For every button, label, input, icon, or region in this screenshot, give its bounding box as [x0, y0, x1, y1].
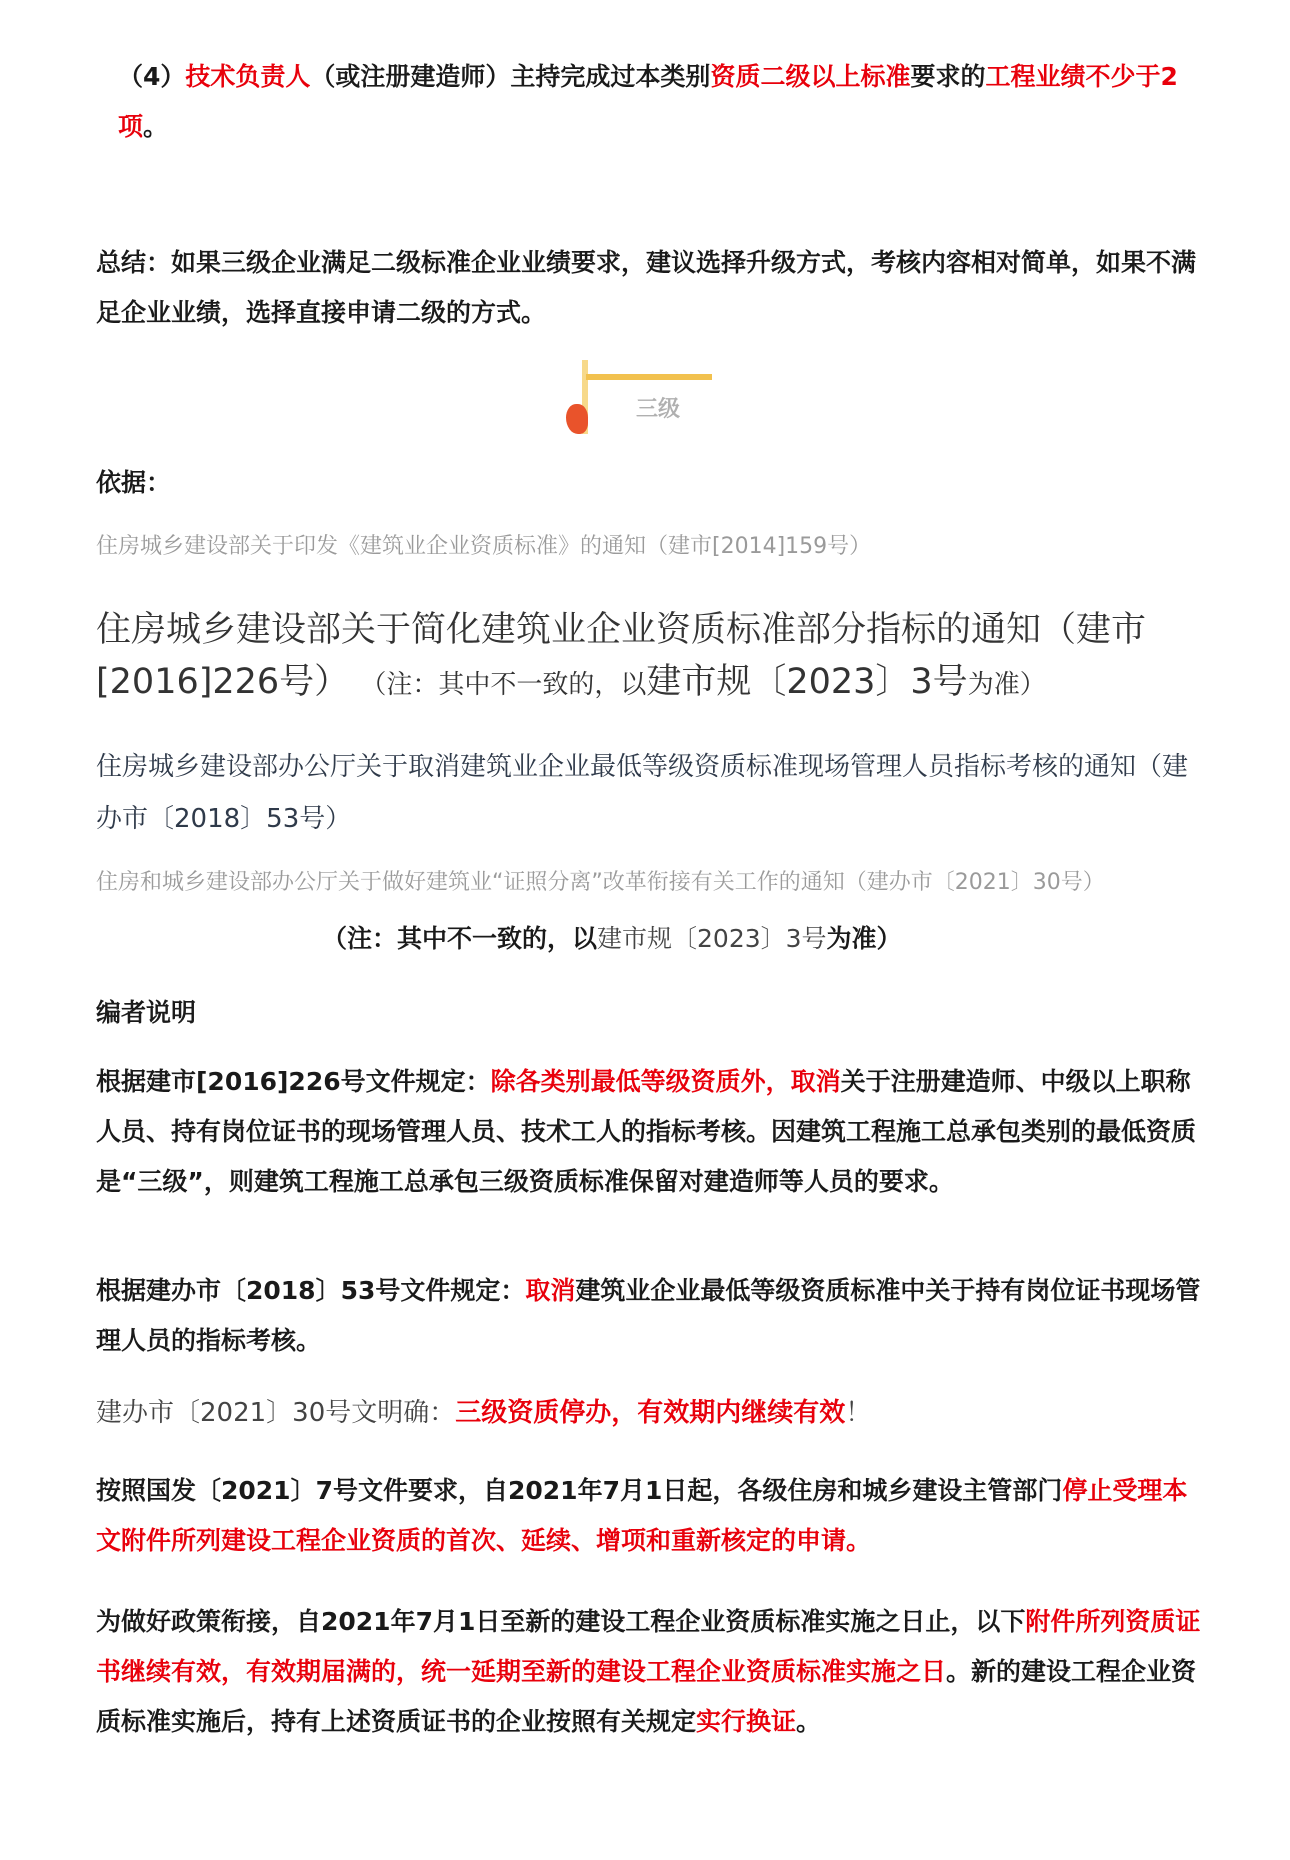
para5-d: 实行换证: [696, 1707, 797, 1736]
para1-c: 关于注册建造师、中级以上职称人员、持有岗位证书的现场管理人员、技术工人的指标考核。因建筑工程施工总承包类别的最低资质是“三级”，则建筑工程施工总承包三级资质标准保留对建造师等人员的要求。: [96, 1067, 1197, 1196]
note-2023-b: 建市规〔2023〕3号: [597, 924, 827, 953]
para2-a: 根据建办市〔2018〕53号文件规定：: [96, 1276, 526, 1305]
editor-paragraph-2021: [96, 1388, 1206, 1438]
project-record-text: 工程业绩不少于2项: [118, 62, 1178, 141]
editor-paragraph-2016: [96, 1057, 1206, 1207]
note-2023-a: （注：其中不一致的，以: [322, 924, 598, 953]
editor-paragraph-2018: [96, 1266, 1206, 1366]
faded-link-2021[interactable]: 住房和城乡建设部办公厅关于做好建筑业“证照分离”改革衔接有关工作的通知（建办市〔2021〕30号）: [96, 870, 1105, 895]
para1-b: 除各类别最低等级资质外，取消: [490, 1067, 841, 1096]
level-three-image: [566, 360, 746, 440]
para4-a: 按照国发〔2021〕7号文件要求，: [96, 1476, 483, 1505]
logo-label: 三级: [636, 397, 681, 422]
notice-title-2016-note-c: 为准）: [967, 670, 1046, 700]
item-4-paragraph: [118, 52, 1208, 152]
faded-link-2014[interactable]: 住房城乡建设部关于印发《建筑业企业资质标准》的通知（建市[2014]159号）: [96, 534, 872, 559]
item-4-required: 要求的: [910, 62, 986, 91]
tech-lead-text: 技术负责人: [185, 62, 311, 91]
para3-c: ！: [845, 1398, 872, 1428]
para5-e: 。: [796, 1707, 822, 1736]
note-2023-c: 为准）: [826, 924, 902, 953]
para2-c: 建筑业企业最低等级资质标准中关于持有岗位证书现场管理人员的指标考核。: [96, 1276, 1201, 1355]
para4-c: ，各级住房和城乡建设主管部门: [712, 1476, 1063, 1505]
item-4-end: 。: [143, 112, 169, 141]
notice-title-2016-main[interactable]: 住房城乡建设部关于简化建筑业企业资质标准部分指标的通知（建市[2016]226号）: [96, 610, 1147, 702]
notice-title-2016[interactable]: [96, 604, 1206, 711]
para4-b: 自2021年7月1日起: [482, 1476, 713, 1505]
notice-title-2016-note-a: （注：其中不一致的，以: [360, 670, 647, 700]
para5-a: 为做好政策衔接，自2021年7月1日至新的建设工程企业资质标准实施之日止，以下: [96, 1607, 1026, 1636]
para4-d: 停止受理本文附件所列建设工程企业资质的首次、延续、增项和重新核定的申请。: [96, 1476, 1188, 1555]
item-4-prefix: （4）: [118, 62, 186, 91]
notice-title-2016-note-b: 建市规〔2023〕3号: [646, 662, 968, 702]
editor-paragraph-transition: [96, 1597, 1206, 1747]
note-2023-standard: [322, 914, 1022, 964]
para5-c: 。新的建设工程企业资质标准实施后，持有上述资质证书的企业按照有关规定: [96, 1657, 1197, 1736]
para3-b: 三级资质停办，有效期内继续有效: [455, 1398, 846, 1428]
summary-paragraph: 总结：如果三级企业满足二级标准企业业绩要求，建议选择升级方式，考核内容相对简单，如果不满足企业业绩，选择直接申请二级的方式。: [96, 248, 1197, 327]
item-4-middle: （或注册建造师）主持完成过本类别: [310, 62, 711, 91]
logo-flame-icon: [566, 404, 588, 434]
logo-horizontal-bar: [586, 374, 712, 380]
editor-note-heading: 编者说明: [96, 998, 197, 1027]
para2-b: 取消: [525, 1276, 576, 1305]
para3-a: 建办市〔2021〕30号文明确：: [96, 1398, 456, 1428]
para1-a: 根据建市[2016]226号文件规定：: [96, 1067, 491, 1096]
para5-b: 附件所列资质证书继续有效，有效期届满的，统一延期至新的建设工程企业资质标准实施之日: [96, 1607, 1201, 1686]
notice-title-2018[interactable]: 住房城乡建设部办公厅关于取消建筑业企业最低等级资质标准现场管理人员指标考核的通知（建办市〔2018〕53号）: [96, 752, 1189, 834]
basis-heading: 依据：: [96, 468, 172, 497]
editor-paragraph-guofa: [96, 1466, 1206, 1566]
qualification-level-text: 资质二级以上标准: [710, 62, 911, 91]
